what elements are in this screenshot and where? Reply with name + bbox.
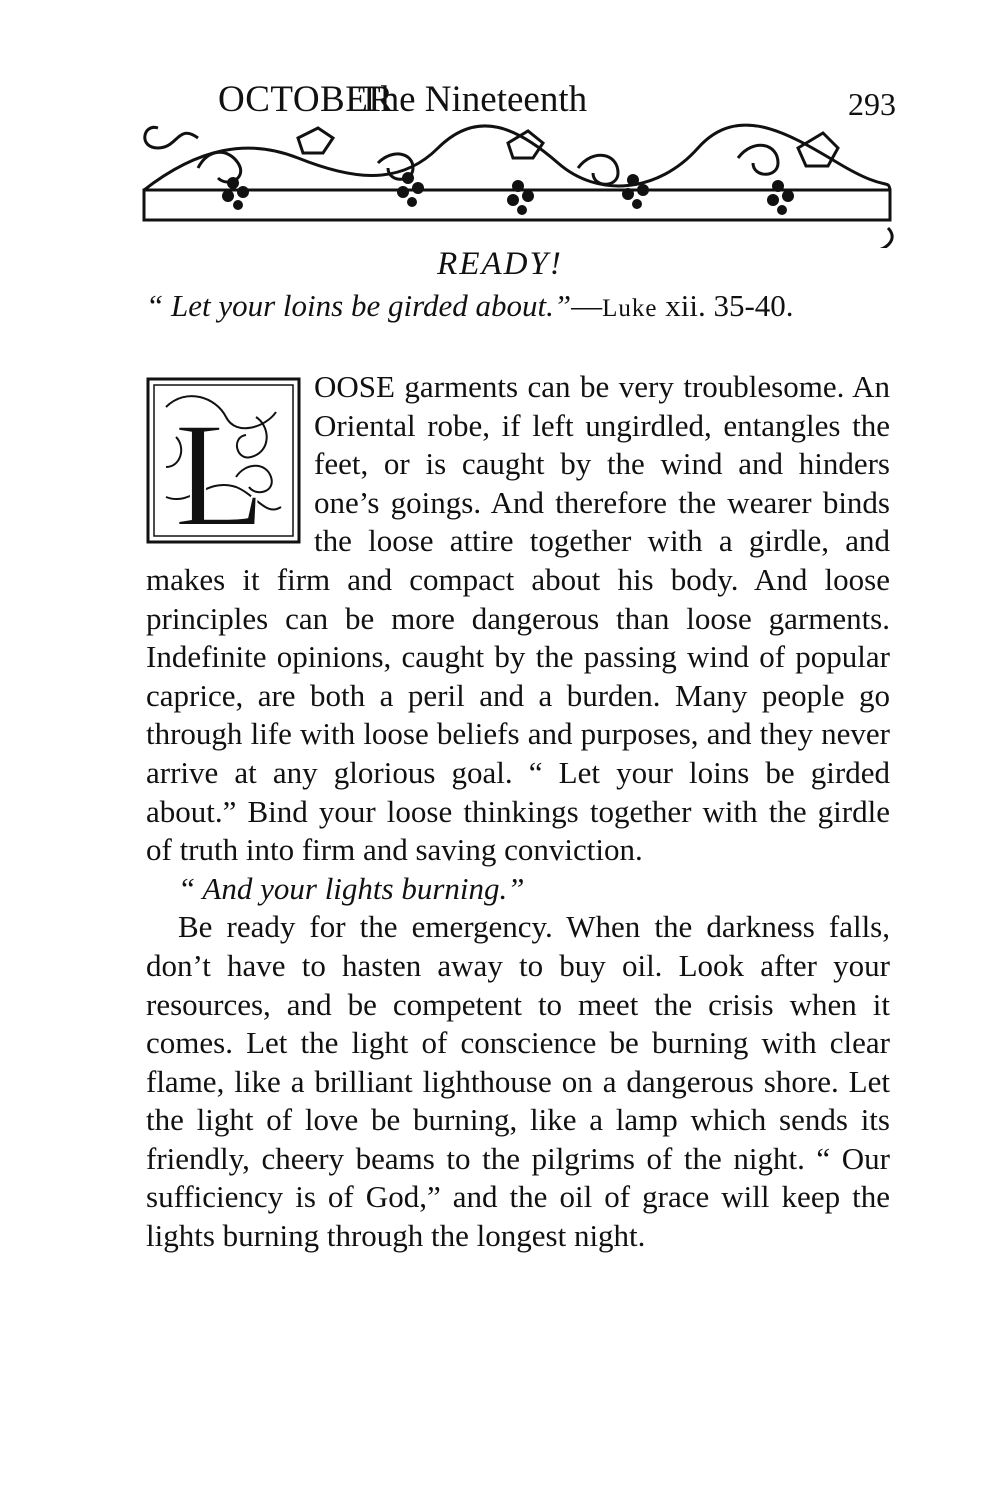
epigraph-quote: “ Let your loins be girded about.” [146,288,572,323]
paragraph-2: Be ready for the emergency. When the darkness falls, don’t have to hasten away to buy oil. Look after your resources, and be competent to meet the crisis when it comes. Let the light of conscience be burning with clear flame, like a brilliant lighthouse on a dangerous shore. Let the light of love be burning, like a lamp which sends its friendly, cheery beams to the pilgrims of the night. “ Our sufficiency is of God,” and the oil of grace will keep the lights burning through the longest night. [146,909,890,1254]
epigraph-dash: — [571,288,603,323]
entry-body [146,368,890,1256]
header-month: OCTOBER [218,79,394,120]
dropcap-letter: L [174,392,266,544]
epigraph-book: Luke [602,295,658,322]
paragraph-1: OOSE garments can be very troublesome. An Oriental robe, if left ungirdled, entangles the feet, or is caught by the wind and hinders one’s goings. And therefore the wearer binds the loose attire together with a girdle, and makes it firm and compact about his body. And loose principles can be more dangerous than loose garments. Indefinite opinions, caught by the passing wind of popular caprice, are both a peril and a burden. Many people go through life with loose beliefs and purposes, and they never arrive at any glorious goal. “ Let your loins be girded about.” Bind your loose thinkings together with the girdle of truth into firm and saving conviction. [146,369,890,868]
entry-title: READY! [437,246,563,282]
page-number: 293 [848,86,896,122]
epigraph-ref: xii. 35-40. [657,288,794,323]
quote-lights-burning: “ And your lights burning.” [178,870,525,906]
header-day: The Nineteenth [358,79,588,120]
grapevine-ornament [138,108,898,248]
epigraph [146,286,890,328]
